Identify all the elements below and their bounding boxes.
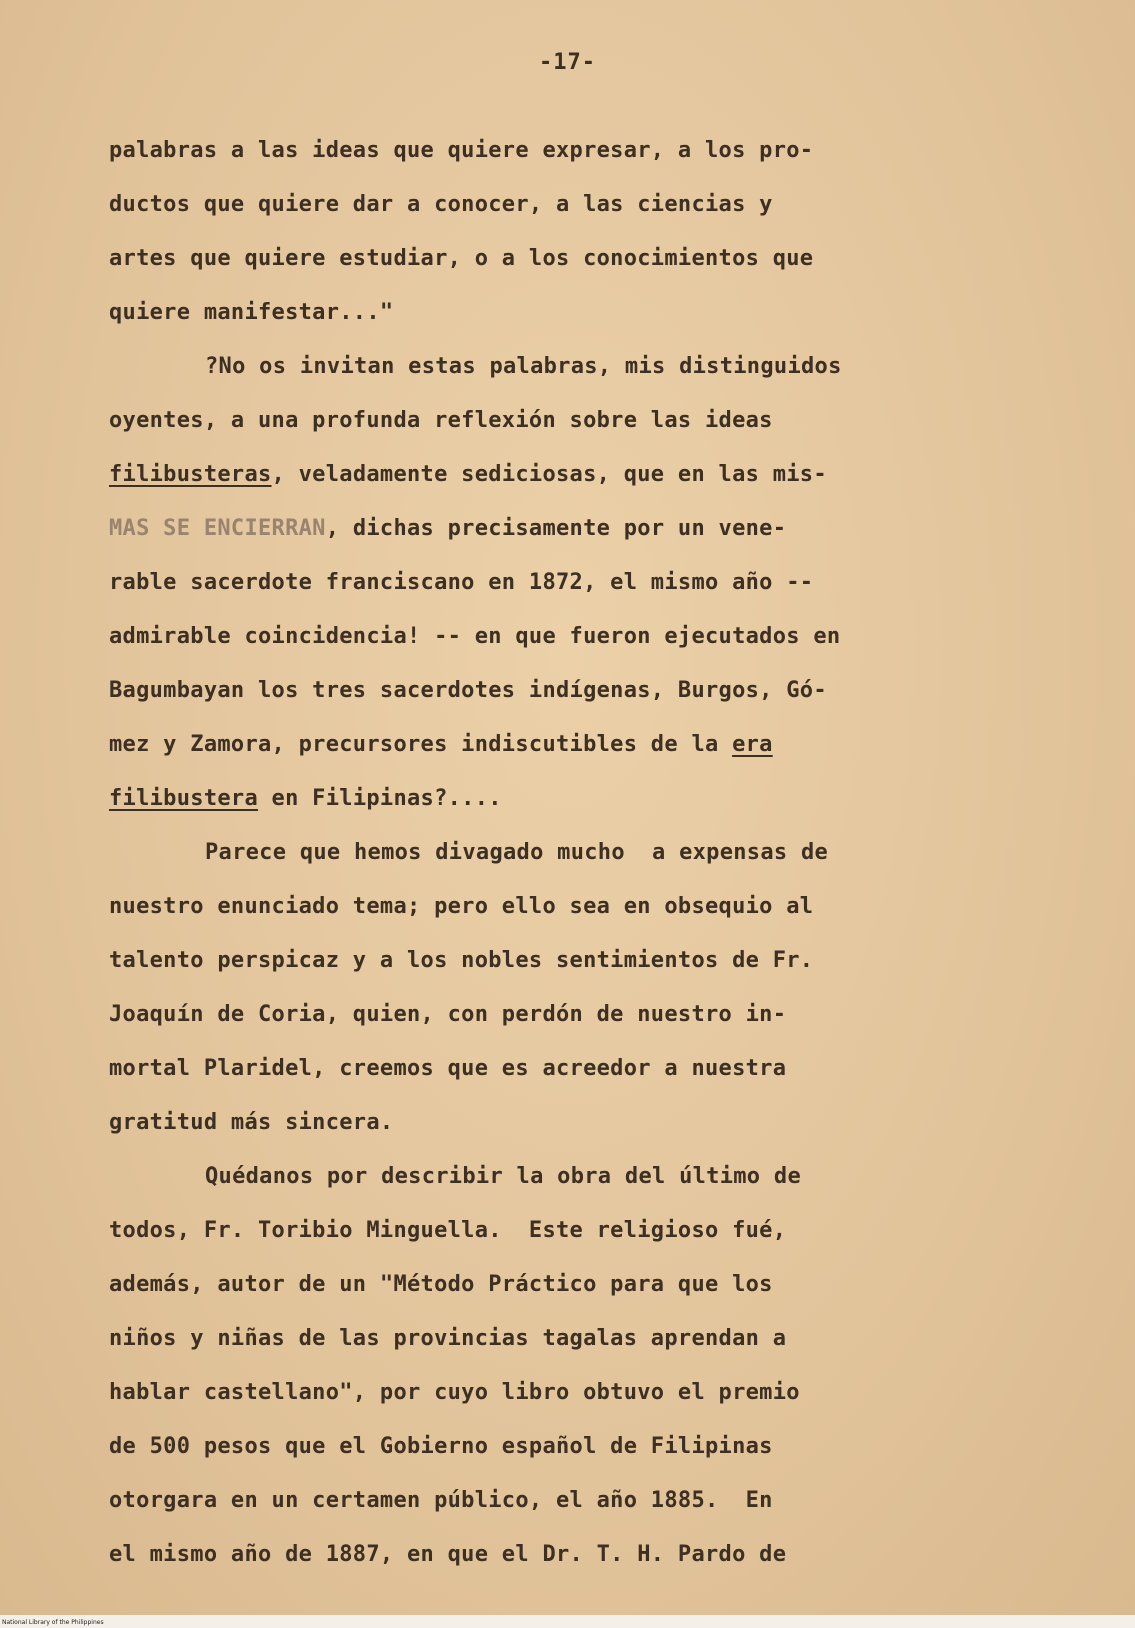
library-footer: National Library of the Philippines — [2, 1619, 104, 1626]
text-fragment: , dichas precisamente por un vene- — [325, 516, 787, 541]
text-line: rable sacerdote franciscano en 1872, el mismo año -- — [109, 570, 814, 595]
underlined-text: era — [732, 732, 773, 757]
text-line: ?No os invitan estas palabras, mis distinguidos — [205, 354, 842, 379]
text-line: niños y niñas de las provincias tagalas aprendan a — [109, 1326, 787, 1351]
text-fragment: en Filipinas?.... — [258, 786, 502, 811]
text-line: el mismo año de 1887, en que el Dr. T. H. Pardo de — [109, 1542, 787, 1567]
text-line: gratitud más sincera. — [109, 1110, 394, 1135]
underlined-text: filibusteras — [109, 462, 272, 487]
text-line: otorgara en un certamen público, el año 1885. En — [109, 1488, 773, 1513]
text-line — [109, 718, 989, 772]
faded-text: MAS SE ENCIERRAN — [109, 516, 326, 541]
text-line: de 500 pesos que el Gobierno español de Filipinas — [109, 1434, 773, 1459]
text-fragment: , veladamente sediciosas, que en las mis- — [271, 462, 827, 487]
text-line — [109, 502, 989, 556]
text-line: admirable coincidencia! -- en que fueron ejecutados en — [109, 624, 841, 649]
text-line — [109, 448, 989, 502]
text-fragment: mez y Zamora, precursores indiscutibles de la — [109, 732, 733, 757]
text-line: Quédanos por describir la obra del último de — [205, 1164, 801, 1189]
text-line: ductos que quiere dar a conocer, a las ciencias y — [109, 192, 773, 217]
text-line: además, autor de un "Método Práctico para que los — [109, 1272, 773, 1297]
text-line: Parece que hemos divagado mucho a expensas de — [205, 840, 829, 865]
text-line: talento perspicaz y a los nobles sentimientos de Fr. — [109, 948, 814, 973]
text-line: quiere manifestar..." — [109, 300, 394, 325]
text-line: oyentes, a una profunda reflexión sobre las ideas — [109, 408, 773, 433]
text-line: nuestro enunciado tema; pero ello sea en obsequio al — [109, 894, 814, 919]
page-number: -17- — [539, 50, 596, 75]
text-line: todos, Fr. Toribio Minguella. Este religioso fué, — [109, 1218, 787, 1243]
footer-bar — [0, 1615, 1135, 1628]
text-line: Joaquín de Coria, quien, con perdón de nuestro in- — [109, 1002, 787, 1027]
body-text — [109, 124, 989, 1582]
text-line — [109, 772, 989, 826]
text-line: palabras a las ideas que quiere expresar, a los pro- — [109, 138, 814, 163]
text-line: mortal Plaridel, creemos que es acreedor a nuestra — [109, 1056, 787, 1081]
text-line: Bagumbayan los tres sacerdotes indígenas, Burgos, Gó- — [109, 678, 827, 703]
underlined-text: filibustera — [109, 786, 258, 811]
text-line: artes que quiere estudiar, o a los conocimientos que — [109, 246, 814, 271]
text-line: hablar castellano", por cuyo libro obtuvo el premio — [109, 1380, 800, 1405]
